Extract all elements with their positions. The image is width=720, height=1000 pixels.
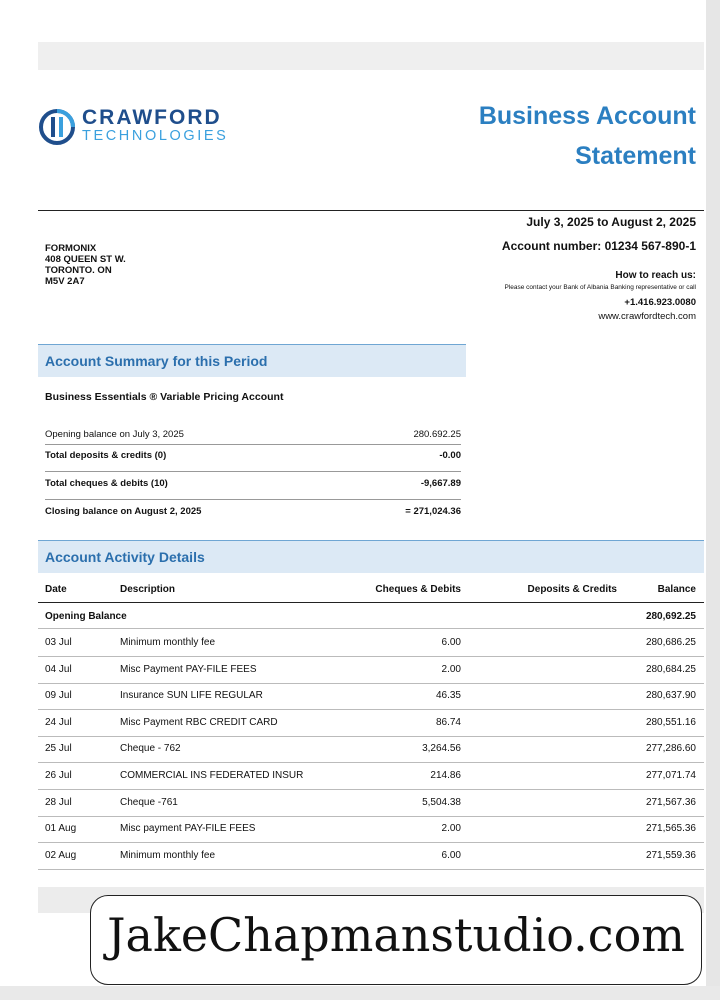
summary-row	[45, 446, 461, 464]
row-date: 28 Jul	[45, 797, 72, 808]
row-balance: 277,071.74	[645, 770, 696, 781]
statement-title-line2: Statement	[575, 142, 696, 170]
opening-balance-value: 280,692.25	[645, 611, 696, 622]
row-description: Cheque -761	[120, 797, 178, 808]
summary-row	[45, 425, 461, 443]
row-debit: 3,264.56	[422, 743, 461, 754]
column-header-credits: Deposits & Credits	[527, 584, 617, 595]
contact-note: Please contact your Bank of Albania Banking representative or call	[504, 284, 696, 291]
column-header-debits: Cheques & Debits	[375, 584, 461, 595]
summary-divider	[45, 444, 461, 445]
row-debit: 214.86	[430, 770, 461, 781]
summary-row	[45, 502, 461, 520]
row-divider	[38, 762, 704, 763]
row-debit: 2.00	[441, 664, 461, 675]
statement-title-line1: Business Account	[478, 102, 696, 130]
summary-row-label: Opening balance on July 3, 2025	[45, 429, 184, 440]
row-description: Cheque - 762	[120, 743, 181, 754]
column-header-date: Date	[45, 584, 67, 595]
row-description: Insurance SUN LIFE REGULAR	[120, 690, 263, 701]
row-balance: 271,559.36	[645, 850, 696, 861]
row-divider	[38, 683, 704, 684]
row-description: Misc payment PAY-FILE FEES	[120, 823, 256, 834]
statement-period: July 3, 2025 to August 2, 2025	[526, 215, 696, 229]
row-debit: 2.00	[441, 823, 461, 834]
watermark-box	[90, 895, 702, 985]
header-divider	[38, 210, 704, 211]
summary-divider	[45, 499, 461, 500]
row-debit: 6.00	[441, 850, 461, 861]
summary-row-label: Total deposits & credits (0)	[45, 450, 167, 461]
summary-row-label: Total cheques & debits (10)	[45, 478, 168, 489]
account-activity-header	[38, 540, 704, 573]
row-date: 09 Jul	[45, 690, 72, 701]
column-header-description: Description	[120, 584, 176, 595]
opening-balance-label: Opening Balance	[45, 611, 127, 622]
row-divider	[38, 656, 704, 657]
watermark-text: JakeChapmanstudio.com	[107, 908, 685, 962]
header-band	[38, 42, 704, 70]
row-description: Minimum monthly fee	[120, 850, 216, 861]
row-divider	[38, 628, 704, 629]
address-line-3: TORONTO. ON	[45, 265, 112, 276]
company-logo	[38, 108, 268, 144]
summary-row	[45, 474, 461, 492]
page-right-edge	[706, 0, 720, 1000]
row-debit: 86.74	[435, 717, 461, 728]
logo-wordmark-top: CRAWFORD	[82, 106, 222, 129]
row-balance: 280,686.25	[645, 637, 696, 648]
summary-row-value: = 271,024.36	[405, 506, 461, 517]
address-line-1: FORMONIX	[45, 243, 97, 254]
row-date: 24 Jul	[45, 717, 72, 728]
row-debit: 5,504.38	[422, 797, 461, 808]
page-bottom-edge	[0, 986, 720, 1000]
summary-row-label: Closing balance on August 2, 2025	[45, 506, 202, 517]
row-balance: 277,286.60	[645, 743, 696, 754]
row-date: 01 Aug	[45, 823, 77, 834]
address-line-4: M5V 2A7	[45, 276, 85, 287]
contact-website[interactable]: www.crawfordtech.com	[598, 311, 696, 322]
logo-wordmark-bottom: TECHNOLOGIES	[82, 128, 229, 144]
row-divider	[38, 709, 704, 710]
column-header-balance: Balance	[657, 584, 696, 595]
row-divider	[38, 789, 704, 790]
row-date: 02 Aug	[45, 850, 77, 861]
row-date: 04 Jul	[45, 664, 72, 675]
row-balance: 271,567.36	[645, 797, 696, 808]
row-date: 25 Jul	[45, 743, 72, 754]
product-name: Business Essentials ® Variable Pricing Account	[45, 391, 284, 403]
row-divider	[38, 816, 704, 817]
row-balance: 280,637.90	[645, 690, 696, 701]
account-summary-title: Account Summary for this Period	[45, 353, 268, 369]
row-description: Misc Payment PAY-FILE FEES	[120, 664, 257, 675]
account-number: Account number: 01234 567-890-1	[501, 239, 696, 253]
row-date: 03 Jul	[45, 637, 72, 648]
row-description: Minimum monthly fee	[120, 637, 216, 648]
address-line-2: 408 QUEEN ST W.	[45, 254, 126, 265]
row-description: COMMERCIAL INS FEDERATED INSUR	[120, 770, 304, 781]
summary-row-value: 280.692.25	[413, 429, 461, 440]
row-divider	[38, 736, 704, 737]
contact-heading: How to reach us:	[615, 270, 696, 281]
row-date: 26 Jul	[45, 770, 72, 781]
row-divider	[38, 842, 704, 843]
row-balance: 280,551.16	[645, 717, 696, 728]
row-debit: 6.00	[441, 637, 461, 648]
crawford-logo-icon	[38, 108, 76, 146]
summary-divider	[45, 471, 461, 472]
summary-row-value: -0.00	[439, 450, 461, 461]
row-balance: 280,684.25	[645, 664, 696, 675]
row-description: Misc Payment RBC CREDIT CARD	[120, 717, 278, 728]
account-activity-title: Account Activity Details	[45, 549, 205, 565]
row-debit: 46.35	[435, 690, 461, 701]
row-balance: 271,565.36	[645, 823, 696, 834]
contact-phone[interactable]: +1.416.923.0080	[624, 297, 696, 308]
summary-row-value: -9,667.89	[420, 478, 461, 489]
row-divider	[38, 869, 704, 870]
table-header-divider	[38, 602, 704, 603]
account-summary-header	[38, 344, 466, 377]
